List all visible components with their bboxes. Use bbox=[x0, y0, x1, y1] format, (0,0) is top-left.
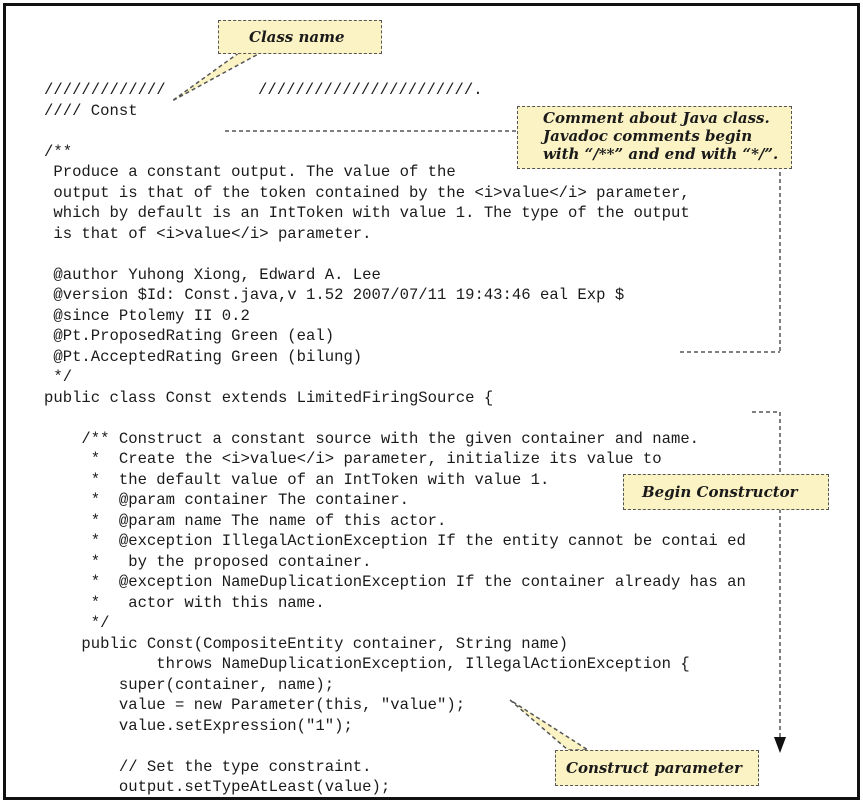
callout-comment-line-1: Comment about Java class. bbox=[543, 109, 770, 127]
code-line: * @param container The container. bbox=[44, 491, 409, 509]
code-line: @Pt.AcceptedRating Green (bilung) bbox=[44, 347, 363, 366]
code-line: */ bbox=[44, 614, 110, 632]
class-name-pointer bbox=[172, 52, 262, 101]
code-line: /** Construct a constant source with the given container and name. bbox=[44, 429, 700, 448]
callout-class-name bbox=[218, 20, 382, 54]
callout-class-name-text: Class name bbox=[249, 28, 345, 46]
code-line: * actor with this name. bbox=[44, 593, 325, 612]
code-line: * @exception IllegalActionException If the entity cannot be contai ed bbox=[44, 532, 746, 550]
code-line: output is that of the token contained by the <i>value</i> parameter, bbox=[44, 183, 690, 202]
callout-comment-line-3: with “/**” and end with “*/”. bbox=[543, 145, 779, 163]
code-line: value.setExpression("1"); bbox=[44, 716, 353, 735]
code-line: @Pt.ProposedRating Green (eal) bbox=[44, 327, 335, 345]
code-line-tail: ///////////////////////. bbox=[258, 81, 483, 99]
code-line: * Create the <i>value</i> parameter, initialize its value to bbox=[44, 450, 662, 468]
code-line: which by default is an IntToken with value 1. The type of the output bbox=[44, 204, 690, 222]
code-line: ///////////// bbox=[44, 81, 166, 99]
code-line: /** bbox=[44, 142, 73, 161]
code-line: @version $Id: Const.java,v 1.52 2007/07/11 19:43:46 eal Exp $ bbox=[44, 286, 625, 304]
callout-construct-parameter bbox=[555, 750, 759, 786]
code-line: */ bbox=[44, 368, 73, 386]
code-line: super(container, name); bbox=[44, 675, 335, 694]
code-line: * @param name The name of this actor. bbox=[44, 511, 447, 530]
code-line: * the default value of an IntToken with value 1. bbox=[44, 470, 550, 489]
code-line: throws NameDuplicationException, IllegalActionException { bbox=[44, 655, 690, 673]
code-line: @since Ptolemy II 0.2 bbox=[44, 306, 250, 325]
code-line: // Set the type constraint. bbox=[44, 757, 372, 776]
code-line: * @exception NameDuplicationException If the container already has an bbox=[44, 573, 746, 591]
construct-parameter-pointer bbox=[510, 700, 588, 750]
constructor-arrowhead bbox=[774, 737, 786, 753]
code-line: //// Const bbox=[44, 101, 138, 120]
code-line: @author Yuhong Xiong, Edward A. Lee bbox=[44, 265, 381, 284]
code-line: is that of <i>value</i> parameter. bbox=[44, 224, 372, 243]
code-line: public class Const extends LimitedFiringSource { bbox=[44, 388, 494, 407]
callout-comment-line-2: Javadoc comments begin bbox=[543, 127, 753, 145]
callout-begin-constructor bbox=[623, 474, 829, 510]
callout-java-comment bbox=[517, 106, 792, 169]
callout-construct-parameter-text: Construct parameter bbox=[566, 759, 742, 777]
code-line: * by the proposed container. bbox=[44, 552, 372, 571]
code-line: public Const(CompositeEntity container, String name) bbox=[44, 634, 569, 653]
callout-begin-constructor-text: Begin Constructor bbox=[642, 483, 798, 501]
code-line: Produce a constant output. The value of the bbox=[44, 163, 456, 181]
code-line: value = new Parameter(this, "value"); bbox=[44, 696, 466, 714]
code-line: output.setTypeAtLeast(value); bbox=[44, 778, 391, 796]
